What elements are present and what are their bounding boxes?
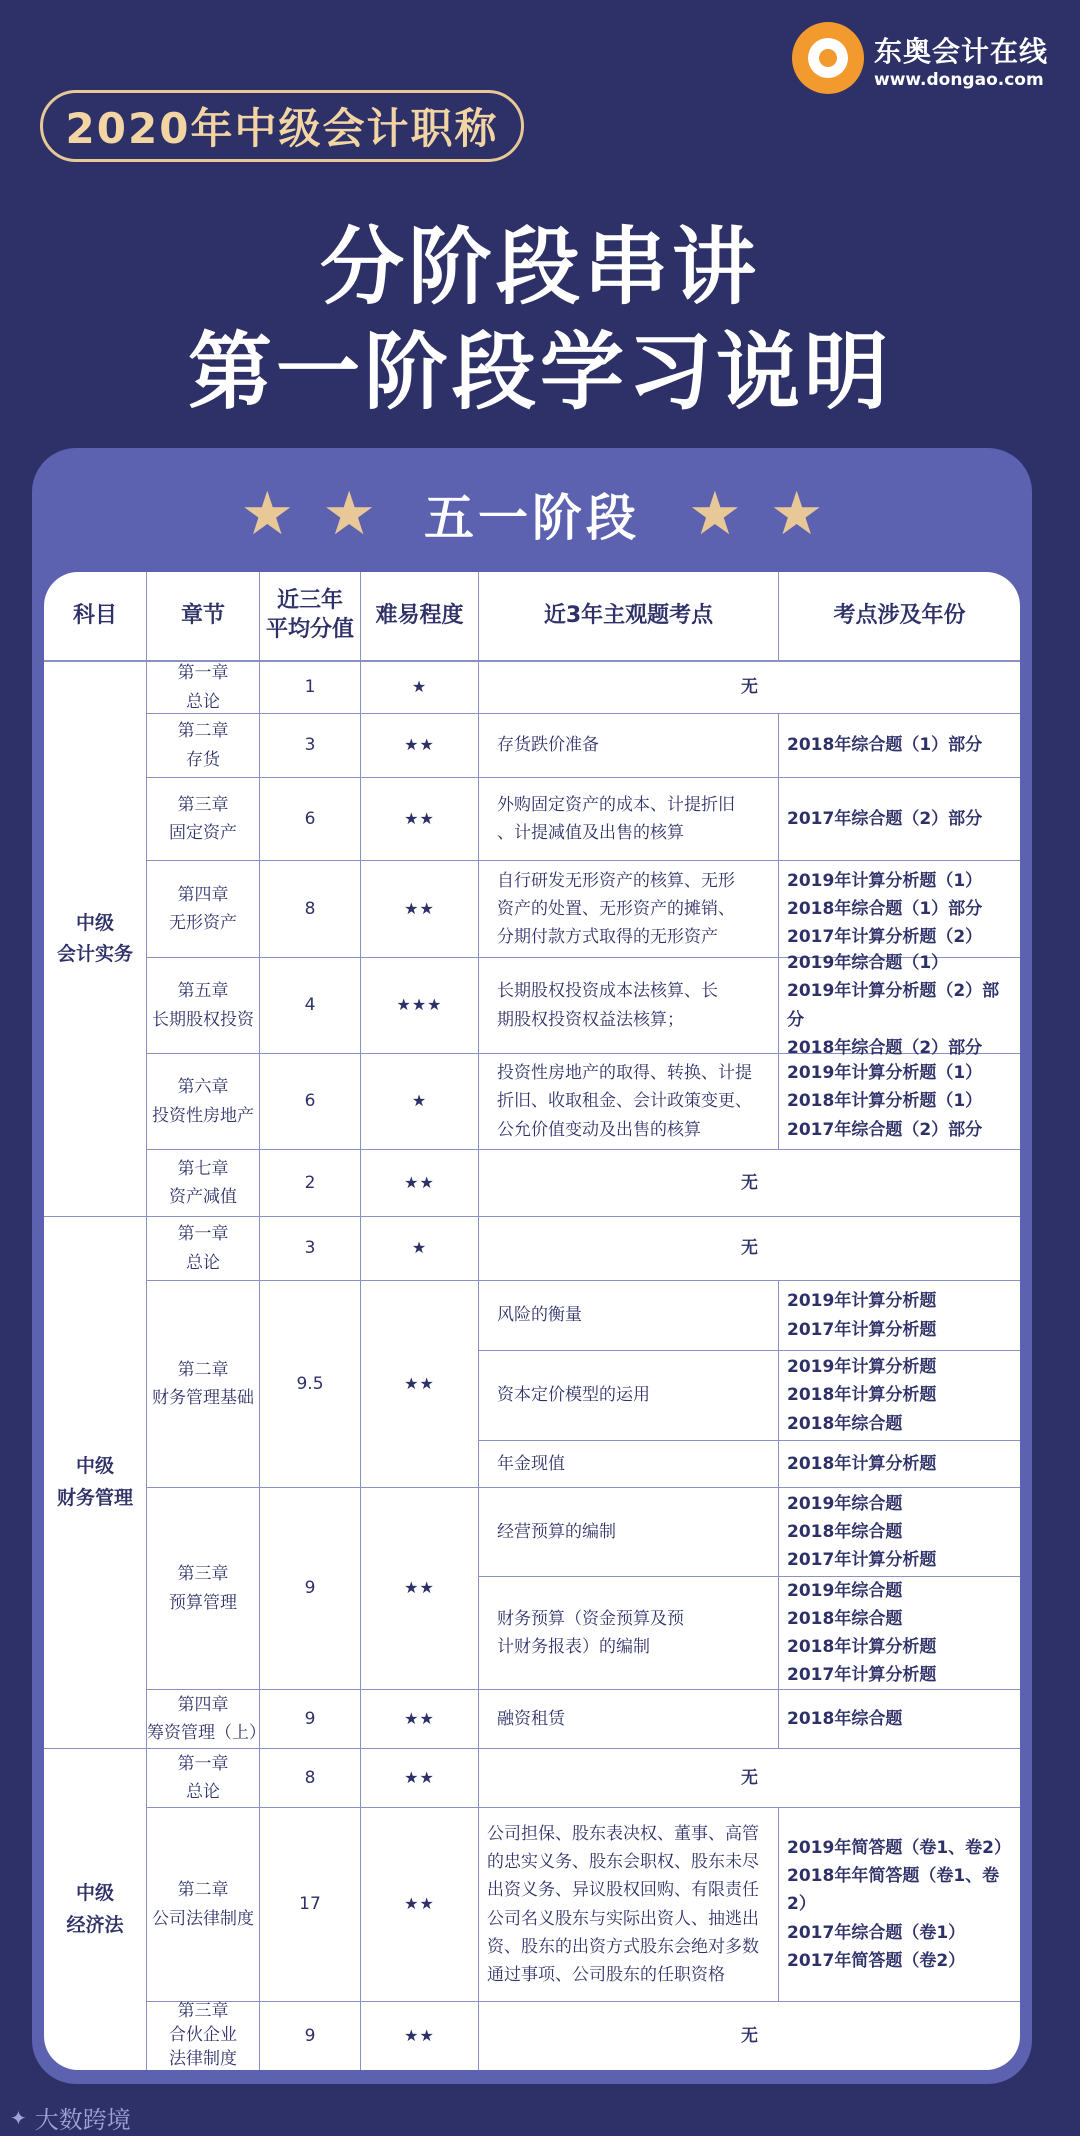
none-cell: 无 (479, 662, 1020, 714)
difficulty-cell: ★★ (361, 1150, 479, 1217)
chapter-cell: 第一章 总论 (147, 1749, 260, 1808)
stage-header (32, 474, 1032, 554)
page-title-line1: 分阶段串讲 (319, 218, 760, 316)
score-cell: 9.5 (260, 1281, 361, 1488)
chapter-cell: 第二章 存货 (147, 714, 260, 778)
header-difficulty: 难易程度 (361, 572, 479, 662)
header-key-points: 近3年主观题考点 (479, 572, 779, 662)
subject-accounting: 中级 会计实务 (44, 662, 147, 1217)
chapter-cell: 第二章 公司法律制度 (147, 1808, 260, 2002)
none-cell: 无 (479, 1150, 1020, 1217)
header-avg-score: 近三年 平均分值 (260, 572, 361, 662)
stage-title: 五一阶段 (424, 489, 640, 547)
chapter-cell: 第六章 投资性房地产 (147, 1054, 260, 1150)
chapter-cell: 第一章 总论 (147, 662, 260, 714)
brand-url: www.dongao.com (874, 70, 1044, 90)
chapter-cell: 第三章 预算管理 (147, 1488, 260, 1690)
years-cell: 2019年综合题 2018年综合题 2017年计算分析题 (779, 1488, 1020, 1577)
none-cell: 无 (479, 1217, 1020, 1281)
score-cell: 1 (260, 662, 361, 714)
difficulty-cell: ★ (361, 1217, 479, 1281)
key-point-cell: 融资租赁 (479, 1690, 779, 1749)
stage-panel (32, 448, 1032, 2084)
difficulty-cell: ★★ (361, 1281, 479, 1488)
years-cell: 2019年综合题 2018年综合题 2018年计算分析题 2017年计算分析题 (779, 1577, 1020, 1690)
chapter-cell: 第七章 资产减值 (147, 1150, 260, 1217)
key-point-cell: 资本定价模型的运用 (479, 1351, 779, 1441)
score-cell: 6 (260, 1054, 361, 1150)
years-cell: 2019年综合题（1） 2019年计算分析题（2）部分 2018年综合题（2）部分 (779, 958, 1020, 1054)
watermark-icon: ✦ (10, 2105, 27, 2130)
score-cell: 4 (260, 958, 361, 1054)
chapter-cell: 第五章 长期股权投资 (147, 958, 260, 1054)
year-badge-label: 2020年中级会计职称 (65, 104, 499, 153)
score-cell: 3 (260, 714, 361, 778)
footer-label: 大数跨境 (34, 2106, 131, 2134)
score-cell: 6 (260, 778, 361, 861)
years-cell: 2019年计算分析题（1） 2018年计算分析题（1） 2017年综合题（2）部分 (779, 1054, 1020, 1150)
years-cell: 2018年综合题 (779, 1690, 1020, 1749)
score-cell: 9 (260, 2002, 361, 2070)
star-icon: ★ (240, 479, 295, 549)
chapter-cell: 第一章 总论 (147, 1217, 260, 1281)
star-icon: ★ (688, 479, 742, 549)
subject-economic-law: 中级 经济法 (44, 1749, 147, 2070)
brand-name: 东奥会计在线 (874, 35, 1049, 68)
years-cell: 2019年计算分析题 2017年计算分析题 (779, 1281, 1020, 1351)
header-subject: 科目 (44, 572, 147, 662)
dongao-logo-icon (792, 22, 864, 94)
key-point-cell: 自行研发无形资产的核算、无形 资产的处置、无形资产的摊销、 分期付款方式取得的无形资产 (479, 861, 779, 958)
difficulty-cell: ★★ (361, 1690, 479, 1749)
score-cell: 8 (260, 1749, 361, 1808)
key-point-cell: 公司担保、股东表决权、董事、高管 的忠实义务、股东会职权、股东未尽 出资义务、异议股权回购、有限责任 公司名义股东与实际出资人、抽逃出 资、股东的出资方式股东会绝对多数 通过事项、公司股东的任职资格 (479, 1808, 779, 2002)
difficulty-cell: ★★ (361, 778, 479, 861)
chapter-cell: 第三章 固定资产 (147, 778, 260, 861)
subject-financial-management: 中级 财务管理 (44, 1217, 147, 1749)
score-cell: 9 (260, 1690, 361, 1749)
years-cell: 2019年简答题（卷1、卷2） 2018年年简答题（卷1、卷2） 2017年综合题（卷1） 2017年简答题（卷2） (779, 1808, 1020, 2002)
study-table (44, 572, 1020, 2070)
key-point-cell: 财务预算（资金预算及预 计财务报表）的编制 (479, 1577, 779, 1690)
years-cell: 2019年计算分析题（1） 2018年综合题（1）部分 2017年计算分析题（2） (779, 861, 1020, 958)
star-icon: ★ (322, 479, 376, 549)
footer-watermark (10, 2100, 131, 2135)
page-title-line2: 第一阶段学习说明 (187, 323, 892, 421)
chapter-cell: 第四章 无形资产 (147, 861, 260, 958)
difficulty-cell: ★★★ (361, 958, 479, 1054)
years-cell: 2019年计算分析题 2018年计算分析题 2018年综合题 (779, 1351, 1020, 1441)
key-point-cell: 经营预算的编制 (479, 1488, 779, 1577)
difficulty-cell: ★★ (361, 2002, 479, 2070)
key-point-cell: 长期股权投资成本法核算、长 期股权投资权益法核算； (479, 958, 779, 1054)
key-point-cell: 外购固定资产的成本、计提折旧 、计提减值及出售的核算 (479, 778, 779, 861)
none-cell: 无 (741, 2025, 758, 2046)
star-icon: ★ (769, 479, 824, 549)
brand-logo (792, 20, 1062, 100)
years-cell: 2017年综合题（2）部分 (779, 778, 1020, 861)
chapter-cell: 第四章 筹资管理（上） (147, 1690, 260, 1749)
score-cell: 3 (260, 1217, 361, 1281)
years-cell: 2018年计算分析题 (779, 1441, 1020, 1488)
year-badge (40, 90, 524, 162)
key-point-cell: 年金现值 (479, 1441, 779, 1488)
difficulty-cell: ★ (361, 662, 479, 714)
score-cell: 8 (260, 861, 361, 958)
difficulty-cell: ★★ (361, 714, 479, 778)
header-chapter: 章节 (147, 572, 260, 662)
key-point-cell: 存货跌价准备 (479, 714, 779, 778)
score-cell: 17 (260, 1808, 361, 2002)
chapter-cell: 第二章 财务管理基础 (147, 1281, 260, 1488)
key-point-cell: 风险的衡量 (479, 1281, 779, 1351)
none-cell: 无 (479, 1749, 1020, 1808)
years-cell: 2018年综合题（1）部分 (779, 714, 1020, 778)
difficulty-cell: ★★ (361, 1808, 479, 2002)
key-point-cell: 投资性房地产的取得、转换、计提 折旧、收取租金、会计政策变更、 公允价值变动及出售的核算 (479, 1054, 779, 1150)
difficulty-cell: ★★ (361, 861, 479, 958)
difficulty-cell: ★★ (361, 1488, 479, 1690)
difficulty-cell: ★★ (361, 1749, 479, 1808)
score-cell: 2 (260, 1150, 361, 1217)
header-years: 考点涉及年份 (779, 572, 1020, 662)
score-cell: 9 (260, 1488, 361, 1690)
difficulty-cell: ★ (361, 1054, 479, 1150)
chapter-cell: 第三章 合伙企业 法律制度 (147, 2002, 260, 2070)
